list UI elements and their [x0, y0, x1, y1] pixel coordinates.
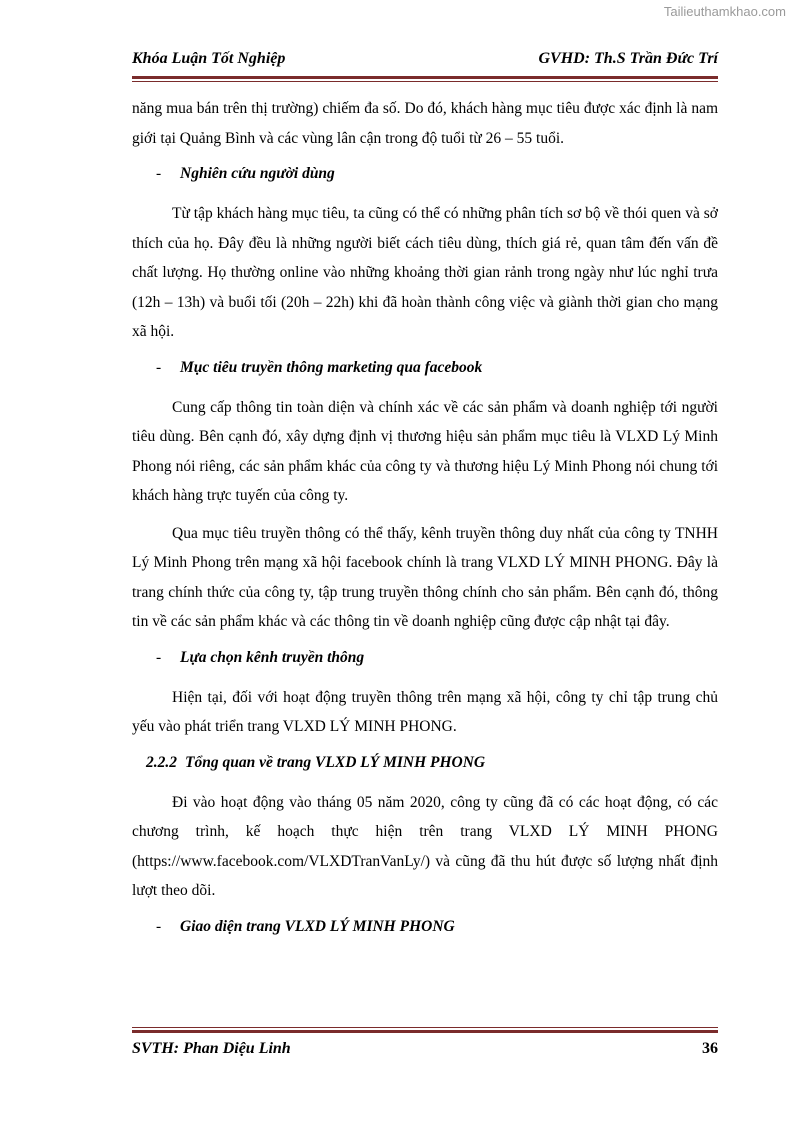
section-heading	[146, 750, 718, 776]
bullet-dash: -	[156, 917, 162, 935]
bullet-user-research	[132, 161, 718, 187]
bullet-marketing-goal	[132, 355, 718, 381]
bullet-label: Nghiên cứu người dùng	[180, 165, 335, 182]
bullet-channel-choice	[132, 645, 718, 671]
page-footer	[132, 1040, 718, 1058]
footer-rule-thick	[132, 1030, 718, 1033]
bullet-label: Mục tiêu truyền thông marketing qua facebook	[180, 358, 483, 376]
footer-rule-thin	[132, 1027, 718, 1028]
bullet-label: Lựa chọn kênh truyền thông	[180, 648, 365, 666]
bullet-dash: -	[156, 358, 162, 376]
paragraph-channel-choice: Hiện tại, đối với hoạt động truyền thông trên mạng xã hội, công ty chỉ tập trung chủ yếu vào phát triển trang VLXD LÝ MINH PHONG.	[132, 688, 718, 735]
paragraph-channel-summary: Qua mục tiêu truyền thông có thể thấy, kênh truyền thông duy nhất của công ty TNHH Lý Minh Phong trên mạng xã hội facebook chính là trang VLXD LÝ MINH PHONG. Đây là trang chính thức của công ty, tập trung truyền thông chính cho sản phẩm. Bên cạnh đó, thông tin về các sản phẩm khác và các thông tin về doanh nghiệp cũng được cập nhật tại đây.	[132, 524, 718, 630]
bullet-label: Giao diện trang VLXD LÝ MINH PHONG	[180, 917, 455, 935]
page-header	[132, 50, 718, 68]
page-number: 36	[702, 1040, 718, 1057]
footer-student: SVTH: Phan Diệu Linh	[132, 1040, 291, 1057]
bullet-dash: -	[156, 165, 162, 182]
header-rule-thin	[132, 81, 718, 82]
bullet-page-interface	[132, 914, 718, 940]
watermark-text: Tailieuthamkhao.com	[663, 4, 786, 19]
header-thesis-title: Khóa Luận Tốt Nghiệp	[132, 50, 286, 67]
paragraph-marketing-goal: Cung cấp thông tin toàn diện và chính xác về các sản phẩm và doanh nghiệp tới người tiêu dùng. Bên cạnh đó, xây dựng định vị thương hiệu sản phẩm mục tiêu là VLXD Lý Minh Phong nói riêng, các sản phẩm khác của công ty và thương hiệu Lý Minh Phong nói chung tới khách hàng trực tuyến của công ty.	[132, 398, 718, 504]
paragraph-target-customers: năng mua bán trên thị trường) chiếm đa số. Do đó, khách hàng mục tiêu được xác định là nam giới tại Quảng Bình và các vùng lân cận trong độ tuổi từ 26 – 55 tuổi.	[132, 100, 718, 147]
bullet-dash: -	[156, 648, 162, 666]
paragraph-user-research: Từ tập khách hàng mục tiêu, ta cũng có thể có những phân tích sơ bộ về thói quen và sở thích của họ. Đây đều là những người biết cách tiêu dùng, thích giá rẻ, quan tâm đến vấn đề chất lượng. Họ thường online vào những khoảng thời gian rảnh trong ngày như lúc nghỉ trưa (12h – 13h) và buổi tối (20h – 22h) khi đã hoàn thành công việc và giành thời gian cho mạng xã hội.	[132, 205, 718, 340]
section-number: 2.2.2	[146, 753, 177, 771]
section-title: Tổng quan về trang VLXD LÝ MINH PHONG	[185, 753, 486, 771]
footer-rule	[132, 1027, 718, 1033]
paragraph-page-overview: Đi vào hoạt động vào tháng 05 năm 2020, công ty cũng đã có các hoạt động, có các chương trình, kế hoạch thực hiện trên trang VLXD LÝ MINH PHONG (https://www.facebook.com/VLXDTranVanLy/) và cũng đã thu hút được số lượng nhất định lượt theo dõi.	[132, 793, 718, 899]
header-supervisor: GVHD: Th.S Trần Đức Trí	[538, 50, 718, 67]
page-body	[132, 94, 718, 952]
header-rule	[132, 76, 718, 82]
header-rule-thick	[132, 76, 718, 79]
